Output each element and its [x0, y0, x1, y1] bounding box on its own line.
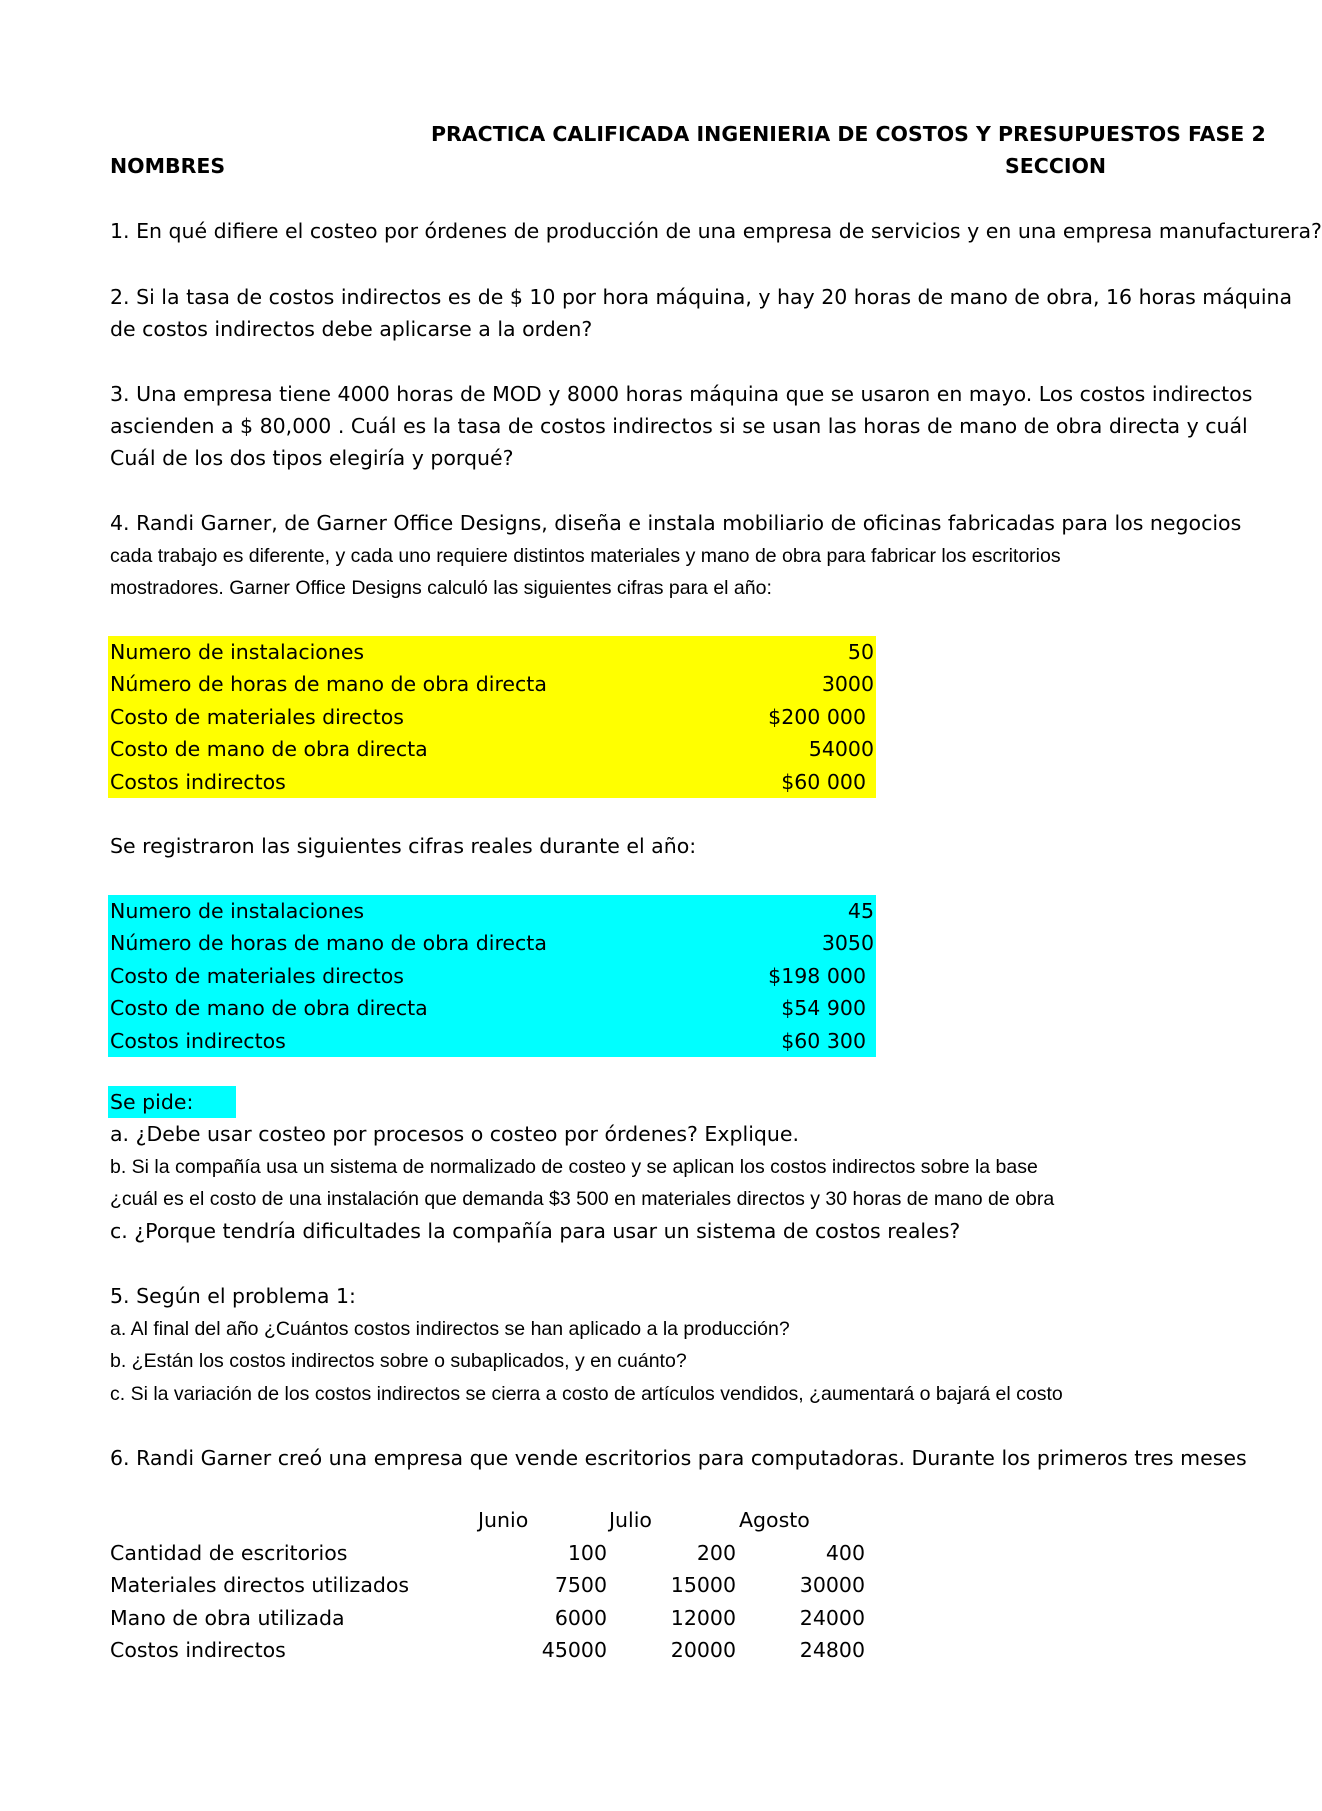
table-row: [110, 1537, 865, 1570]
actual-figures-intro: Se registraron las siguientes cifras reales durante el año:: [110, 834, 697, 858]
cell-value: 12000: [670, 1605, 736, 1630]
row-value: $198 000: [768, 963, 866, 988]
se-pide-text: Se pide:: [110, 1090, 194, 1114]
page-title: PRACTICA CALIFICADA INGENIERIA DE COSTOS Y PRESUPUESTOS FASE 2: [431, 122, 1266, 146]
question-4-b-line-2: ¿cuál es el costo de una instalación que demanda $3 500 en materiales directos y 30 horas de mano de obra: [110, 1188, 1055, 1210]
table-row: [110, 1569, 865, 1602]
cell-value: 7500: [554, 1573, 607, 1597]
row-label: Costo de mano de obra directa: [110, 737, 428, 762]
cell-value: 200: [696, 1540, 736, 1565]
row-label: Número de horas de mano de obra directa: [110, 931, 547, 956]
row-label: Cantidad de escritorios: [110, 1540, 348, 1565]
question-4-a: a. ¿Debe usar costeo por procesos o costeo por órdenes? Explique.: [110, 1122, 800, 1146]
question-6-text: 6. Randi Garner creó una empresa que vende escritorios para computadoras. Durante los primeros tres meses: [110, 1446, 1247, 1470]
table-row: [108, 733, 876, 765]
estimated-figures-table: [108, 636, 876, 798]
row-label: Numero de instalaciones: [110, 899, 365, 923]
question-2-line-2: de costos indirectos debe aplicarse a la orden?: [110, 317, 593, 341]
row-label: Costos indirectos: [110, 769, 286, 794]
question-4-c: c. ¿Porque tendría dificultades la compañía para usar un sistema de costos reales?: [110, 1219, 961, 1243]
month-header: [736, 1504, 865, 1537]
question-5-a: a. Al final del año ¿Cuántos costos indirectos se han aplicado a la producción?: [110, 1318, 790, 1340]
month-header: Junio: [478, 1508, 529, 1532]
month-header: [607, 1504, 736, 1537]
row-value: 50: [847, 640, 874, 664]
question-5-heading: 5. Según el problema 1:: [110, 1284, 356, 1308]
table-header-row: [110, 1504, 865, 1537]
header-spacer: [110, 1504, 478, 1537]
month-header-text: Agosto: [739, 1508, 810, 1532]
table-row: [110, 1602, 865, 1635]
seccion-label: SECCION: [1005, 154, 1107, 178]
cell-value: 20000: [670, 1638, 736, 1662]
cell-value: 24800: [799, 1638, 865, 1662]
question-4-b-line-1: b. Si la compañía usa un sistema de normalizado de costeo y se aplican los costos indirectos sobre la base: [110, 1156, 1038, 1178]
cell-value: 45000: [541, 1638, 607, 1662]
table-row: [108, 895, 876, 927]
row-label: Costo de materiales directos: [110, 963, 404, 988]
table-row: [108, 927, 876, 959]
actual-figures-table: [108, 895, 876, 1057]
row-label: Costos indirectos: [110, 1028, 286, 1053]
cell-value: 400: [825, 1540, 865, 1565]
table-row: [108, 992, 876, 1024]
nombres-label: NOMBRES: [110, 154, 226, 178]
question-3-line-1: 3. Una empresa tiene 4000 horas de MOD y 8000 horas máquina que se usaron en mayo. Los costos indirectos: [110, 382, 1253, 406]
row-value: 3000: [821, 672, 874, 697]
cell-value: 24000: [799, 1605, 865, 1630]
row-value: $200 000: [768, 704, 866, 729]
table-row: [110, 1634, 865, 1667]
question-3-line-3: Cuál de los dos tipos elegiría y porqué?: [110, 446, 514, 470]
se-pide-label: [108, 1086, 236, 1118]
row-value: 54000: [808, 737, 874, 762]
question-4-line-2: cada trabajo es diferente, y cada uno requiere distintos materiales y mano de obra para fabricar los escritorios: [110, 545, 1061, 567]
row-value: 45: [847, 899, 874, 923]
question-5-c: c. Si la variación de los costos indirectos se cierra a costo de artículos vendidos, ¿aumentará o bajará el costo: [110, 1383, 1063, 1405]
cell-value: 6000: [554, 1605, 607, 1630]
monthly-costs-table: [110, 1504, 865, 1667]
row-label: Costo de mano de obra directa: [110, 996, 428, 1021]
cell-value: 15000: [670, 1573, 736, 1597]
row-value: $60 300: [781, 1028, 866, 1053]
row-label: Numero de instalaciones: [110, 640, 365, 664]
table-row: [108, 636, 876, 668]
row-value: $60 000: [781, 769, 866, 794]
month-header-text: Julio: [609, 1508, 652, 1532]
table-row: [108, 766, 876, 798]
table-row: [108, 1025, 876, 1057]
question-4-line-3: mostradores. Garner Office Designs calculó las siguientes cifras para el año:: [110, 577, 772, 599]
row-label: Materiales directos utilizados: [110, 1573, 410, 1597]
question-4-line-1: 4. Randi Garner, de Garner Office Designs, diseña e instala mobiliario de oficinas fabricadas para los negocios: [110, 511, 1242, 535]
row-value: 3050: [821, 931, 874, 956]
question-5-b: b. ¿Están los costos indirectos sobre o subaplicados, y en cuánto?: [110, 1350, 687, 1372]
table-row: [108, 701, 876, 733]
row-label: Costos indirectos: [110, 1638, 286, 1662]
table-row: [108, 960, 876, 992]
row-value: $54 900: [781, 996, 866, 1021]
table-row: [108, 668, 876, 700]
question-3-line-2: ascienden a $ 80,000 . Cuál es la tasa de costos indirectos si se usan las horas de mano de obra directa y cuál: [110, 414, 1248, 438]
question-2-line-1: 2. Si la tasa de costos indirectos es de $ 10 por hora máquina, y hay 20 horas de mano de obra, 16 horas máquina: [110, 285, 1293, 309]
row-label: Mano de obra utilizada: [110, 1605, 345, 1630]
question-1: 1. En qué difiere el costeo por órdenes de producción de una empresa de servicios y en una empresa manufacturera?: [110, 219, 1322, 243]
row-label: Costo de materiales directos: [110, 704, 404, 729]
cell-value: 30000: [799, 1573, 865, 1597]
cell-value: 100: [567, 1540, 607, 1565]
row-label: Número de horas de mano de obra directa: [110, 672, 547, 697]
